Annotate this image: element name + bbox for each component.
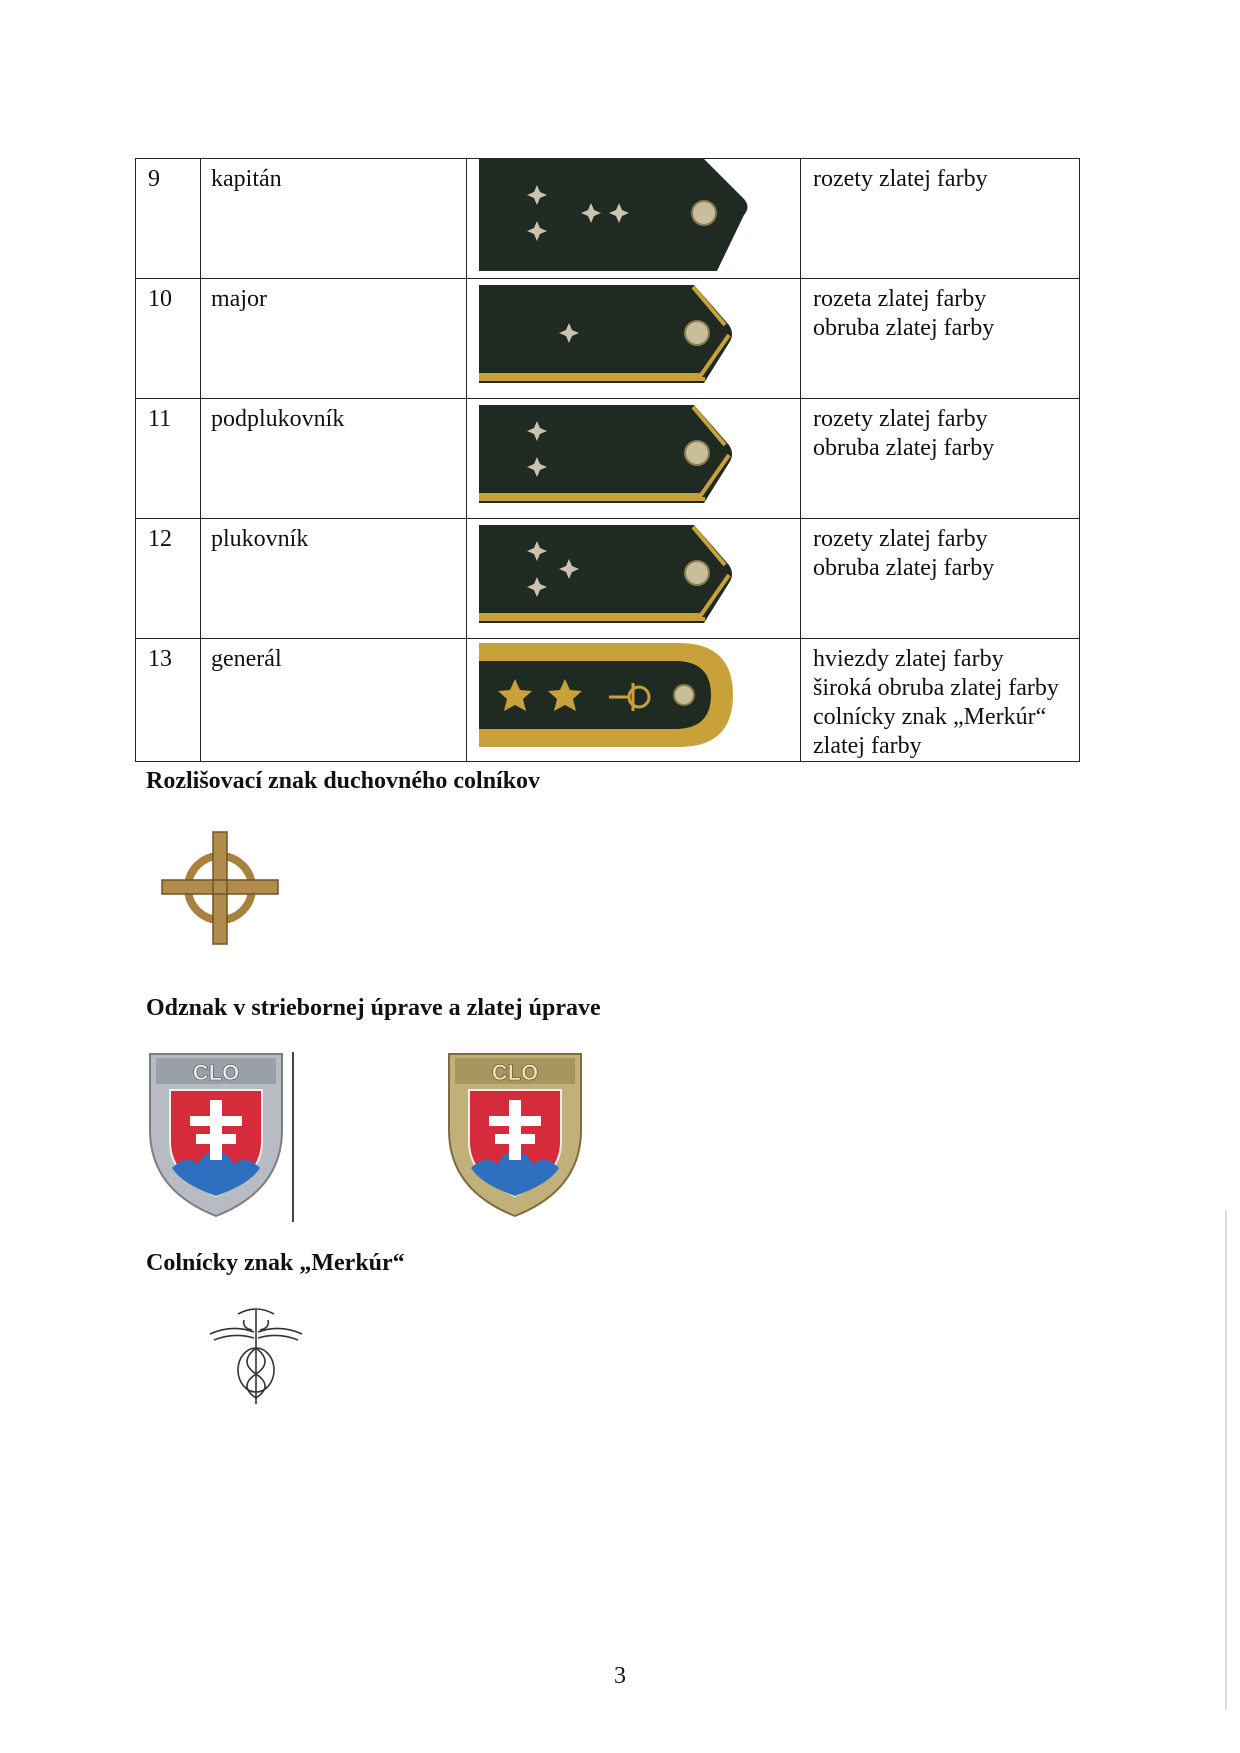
page-number: 3 (614, 1663, 626, 1689)
rank-description: rozety zlatej farby obruba zlatej farby (801, 399, 1080, 519)
section-heading-mercury: Colnícky znak „Merkúr“ (146, 1250, 405, 1276)
chaplain-cross-icon (158, 828, 283, 953)
badge-text: CLO (192, 1060, 240, 1085)
rank-number: 10 (136, 279, 201, 399)
shoulder-strap-cell (467, 519, 801, 639)
rank-name: generál (201, 639, 467, 762)
section-heading-chaplain: Rozlišovací znak duchovného colníkov (146, 768, 541, 794)
table-row (136, 279, 1080, 399)
badge-text: CLO (491, 1060, 539, 1085)
shoulder-strap-general-image (479, 639, 749, 751)
rank-name: plukovník (201, 519, 467, 639)
table-row (136, 639, 1080, 762)
gold-badge-icon (445, 1050, 585, 1220)
shoulder-strap-kapitan-image (479, 159, 749, 271)
mercury-emblem-icon (208, 1300, 304, 1410)
rank-description: rozeta zlatej farby obruba zlatej farby (801, 279, 1080, 399)
rank-name: major (201, 279, 467, 399)
rank-description: hviezdy zlatej farby široká obruba zlatej farby colnícky znak „Merkúr“ zlatej farby (801, 639, 1080, 762)
shoulder-strap-cell (467, 399, 801, 519)
silver-badge-icon (146, 1050, 286, 1220)
rank-description: rozety zlatej farby (801, 159, 1080, 279)
table-row (136, 519, 1080, 639)
table-row (136, 159, 1080, 279)
rank-number: 11 (136, 399, 201, 519)
scan-edge-line (1225, 1210, 1227, 1710)
shoulder-strap-cell (467, 279, 801, 399)
rank-name: kapitán (201, 159, 467, 279)
shoulder-strap-major-image (479, 279, 749, 391)
shoulder-strap-plukovnik-image (479, 519, 749, 631)
rank-number: 13 (136, 639, 201, 762)
rank-number: 12 (136, 519, 201, 639)
rank-number: 9 (136, 159, 201, 279)
shoulder-strap-cell (467, 639, 801, 762)
section-heading-badge: Odznak v striebornej úprave a zlatej úprave (146, 995, 601, 1021)
table-row (136, 399, 1080, 519)
shoulder-strap-cell (467, 159, 801, 279)
rank-description: rozety zlatej farby obruba zlatej farby (801, 519, 1080, 639)
rank-name: podplukovník (201, 399, 467, 519)
divider (292, 1052, 294, 1222)
rank-table (135, 158, 1080, 762)
shoulder-strap-podplukovnik-image (479, 399, 749, 511)
